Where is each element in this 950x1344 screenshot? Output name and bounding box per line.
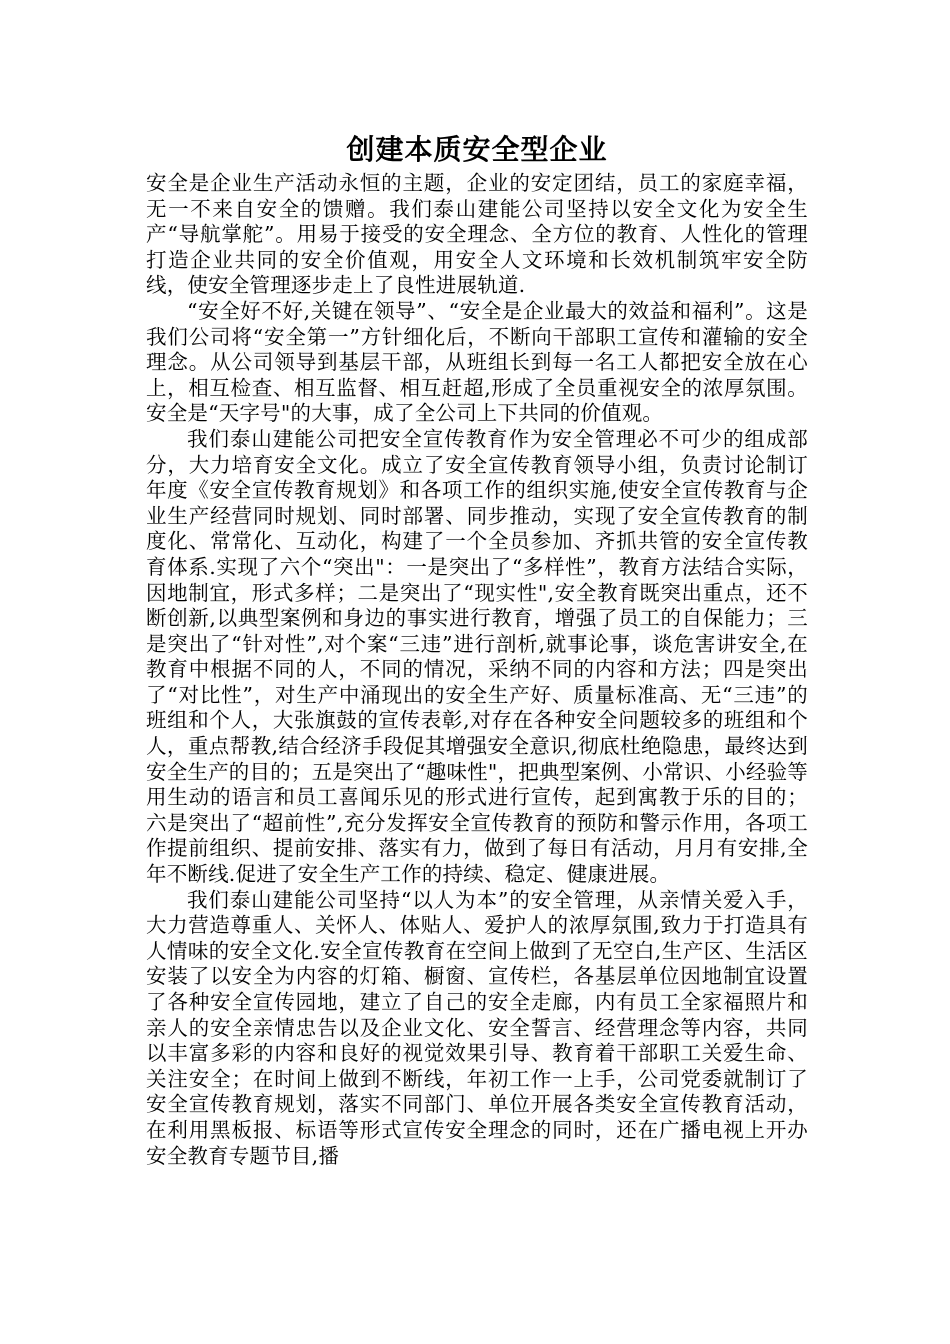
document-title: 创建本质安全型企业	[346, 133, 608, 166]
document-body	[146, 133, 808, 1169]
paragraph-safety-education: 我们泰山建能公司把安全宣传教育作为安全管理必不可少的组成部分，大力培育安全文化。成立了安全宣传教育领导小组，负责讨论制订年度《安全宣传教育规划》和各项工作的组织实施,使安全宣传教育与企业生产经营同时规划、同时部署、同步推动，实现了安全宣传教育的制度化、常常化、互动化，构建了一个全员参加、齐抓共管的安全宣传教育体系.实现了六个“突出"：一是突出了“多样性”，教育方法结合实际，因地制宜，形式多样；二是突出了“现实性",安全教育既突出重点，还不断创新,以典型案例和身边的事实进行教育，增强了员工的自保能力；三是突出了“针对性”,对个案“三违”进行剖析,就事论事，谈危害讲安全,在教育中根据不同的人，不同的情况，采纳不同的内容和方法；四是突出了“对比性”，对生产中涌现出的安全生产好、质量标准高、无“三违”的班组和个人，大张旗鼓的宣传表彰,对存在各种安全问题较多的班组和个人，重点帮教,结合经济手段促其增强安全意识,彻底杜绝隐患，最终达到安全生产的目的；五是突出了“趣味性"，把典型案例、小常识、小经验等用生动的语言和员工喜闻乐见的形式进行宣传，起到寓教于乐的目的；六是突出了“超前性”,充分发挥安全宣传教育的预防和警示作用，各项工作提前组织、提前安排、落实有力，做到了每日有活动，月月有安排,全年不断线.促进了安全生产工作的持续、稳定、健康进展。	[146, 426, 809, 887]
paragraph-intro: 安全是企业生产活动永恒的主题，企业的安定团结，员工的家庭幸福，无一不来自安全的馈赠。我们泰山建能公司坚持以安全文化为安全生产“导航掌舵”。用易于接受的安全理念、全方位的教育、人性化的管理打造企业共同的安全价值观，用安全人文环境和长效机制筑牢安全防线，使安全管理逐步走上了良性进展轨道.	[146, 171, 808, 298]
paragraph-people-oriented: 我们泰山建能公司坚持“以人为本”的安全管理，从亲情关爱入手，大力营造尊重人、关怀人、体贴人、爱护人的浓厚氛围,致力于打造具有人情味的安全文化.安全宣传教育在空间上做到了无空白,生产区、生活区安装了以安全为内容的灯箱、橱窗、宣传栏，各基层单位因地制宜设置了各种安全宣传园地，建立了自己的安全走廊，内有员工全家福照片和亲人的安全亲情忠告以及企业文化、安全誓言、经营理念等内容，共同以丰富多彩的内容和良好的视觉效果引导、教育着干部职工关爱生命、关注安全；在时间上做到不断线，年初工作一上手，公司党委就制订了安全宣传教育规划，落实不同部门、单位开展各类安全宣传教育活动，在利用黑板报、标语等形式宣传安全理念的同时，还在广播电视上开办安全教育专题节目,播	[146, 887, 808, 1168]
paragraph-safety-philosophy: “安全好不好,关键在领导”、“安全是企业最大的效益和福利”。这是我们公司将“安全第一”方针细化后，不断向干部职工宣传和灌输的安全理念。从公司领导到基层干部，从班组长到每一名工人都把安全放在心上，相互检查、相互监督、相互赶超,形成了全员重视安全的浓厚氛围。安全是“天字号"的大事，成了全公司上下共同的价值观。	[146, 298, 808, 426]
